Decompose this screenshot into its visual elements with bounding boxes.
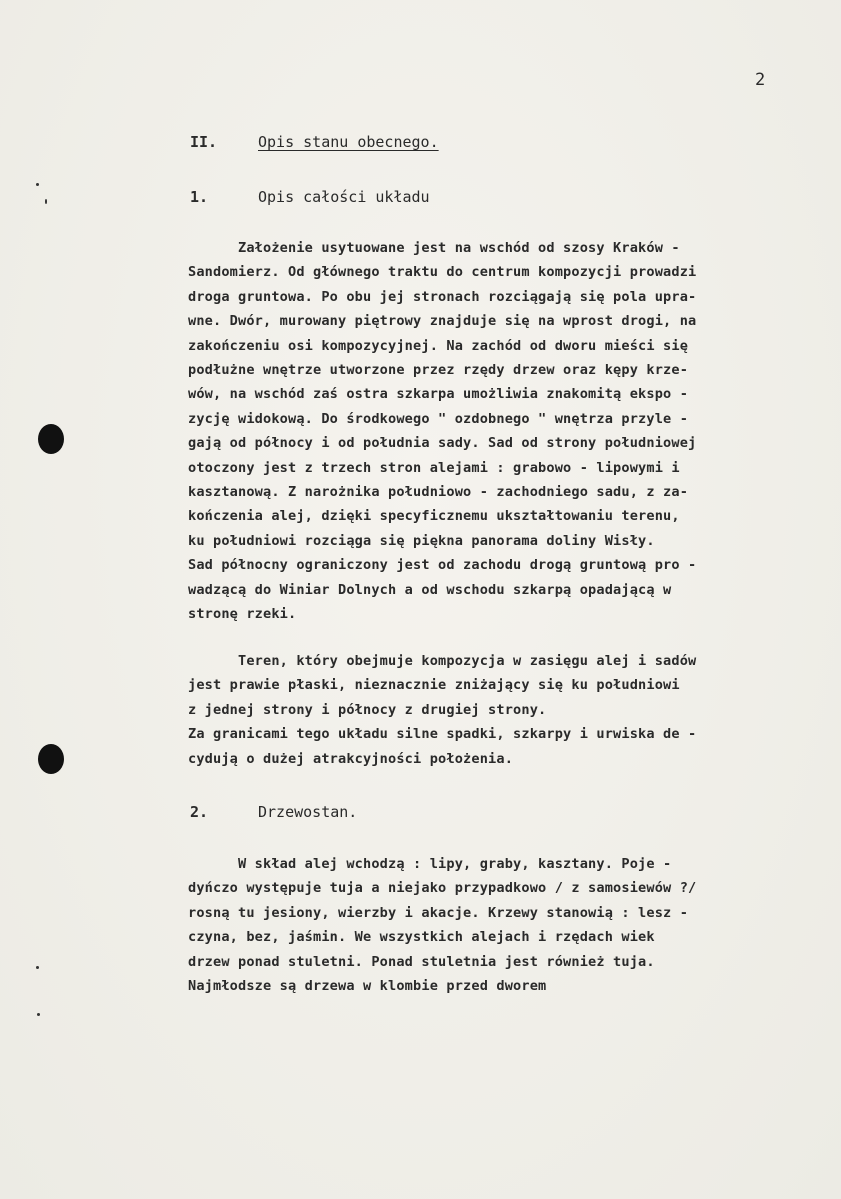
text-line: rosną tu jesiony, wierzby i akacje. Krzewy stanowią : lesz -: [188, 904, 689, 921]
subsection-heading-2: [190, 803, 357, 821]
text-line: jest prawie płaski, nieznacznie zniżający się ku południowi: [188, 677, 680, 694]
punch-hole: [38, 744, 64, 774]
text-line: wne. Dwór, murowany piętrowy znajduje się na wprost drogi, na: [188, 313, 697, 330]
paper-speck: [45, 199, 47, 204]
paper-speck: [36, 966, 39, 969]
text-line: podłużne wnętrze utworzone przez rzędy drzew oraz kępy krze-: [188, 362, 689, 379]
text-line: droga gruntowa. Po obu jej stronach rozciągają się pola upra-: [188, 288, 697, 305]
text-line: drzew ponad stuletni. Ponad stuletnia jest również tuja.: [188, 953, 655, 970]
paragraph-composition: [188, 236, 828, 627]
text-line: Sandomierz. Od głównego traktu do centrum kompozycji prowadzi: [188, 264, 697, 281]
subsection-number: 1.: [190, 188, 209, 206]
text-line: kończenia alej, dzięki specyficznemu ukształtowaniu terenu,: [188, 508, 680, 525]
section-heading: [190, 133, 439, 151]
text-line: zakończeniu osi kompozycyjnej. Na zachód od dworu mieści się: [188, 337, 689, 354]
text-line: wów, na wschód zaś ostra szkarpa umożliwia znakomitą ekspo -: [188, 386, 689, 403]
paper-speck: [37, 1013, 40, 1016]
text-line: Teren, który obejmuje kompozycja w zasięgu alej i sadów: [188, 653, 697, 669]
text-line: zycję widokową. Do środkowego " ozdobnego " wnętrza przyle -: [188, 410, 689, 427]
paper-speck: [36, 183, 39, 186]
punch-hole: [38, 424, 64, 454]
subsection-number: 2.: [190, 803, 209, 821]
text-line: otoczony jest z trzech stron alejami : grabowo - lipowymi i: [188, 459, 680, 476]
page-number: 2: [755, 70, 767, 90]
subsection-heading-1: [190, 188, 430, 206]
text-line: z jednej strony i północy z drugiej strony.: [188, 701, 547, 718]
text-line: Za granicami tego układu silne spadki, szkarpy i urwiska de -: [188, 726, 697, 743]
text-line: Najmłodsze są drzewa w klombie przed dworem: [188, 978, 547, 995]
text-line: gają od północy i od południa sady. Sad od strony południowej: [188, 435, 697, 452]
text-line: Założenie usytuowane jest na wschód od szosy Kraków -: [188, 240, 680, 256]
text-line: dyńczo występuje tuja a niejako przypadkowo / z samosiewów ?/: [188, 880, 697, 897]
text-line: cydują o dużej atrakcyjności położenia.: [188, 750, 514, 767]
text-line: czyna, bez, jaśmin. We wszystkich alejach i rzędach wiek: [188, 929, 655, 946]
text-line: wadzącą do Winiar Dolnych a od wschodu szkarpą opadającą w: [188, 581, 672, 598]
text-line: W skład alej wchodzą : lipy, graby, kasztany. Poje -: [188, 856, 672, 872]
text-line: kasztanową. Z narożnika południowo - zachodniego sadu, z za-: [188, 484, 689, 501]
paragraph-trees: [188, 852, 828, 998]
subsection-title: Drzewostan.: [258, 803, 358, 821]
section-title: Opis stanu obecnego.: [258, 133, 439, 151]
subsection-title: Opis całości układu: [258, 188, 430, 206]
section-number: II.: [190, 133, 218, 151]
text-line: Sad północny ograniczony jest od zachodu drogą gruntową pro -: [188, 557, 697, 574]
paragraph-terrain: [188, 649, 828, 771]
text-line: ku południowi rozciąga się piękna panorama doliny Wisły.: [188, 532, 655, 549]
text-line: stronę rzeki.: [188, 606, 297, 623]
